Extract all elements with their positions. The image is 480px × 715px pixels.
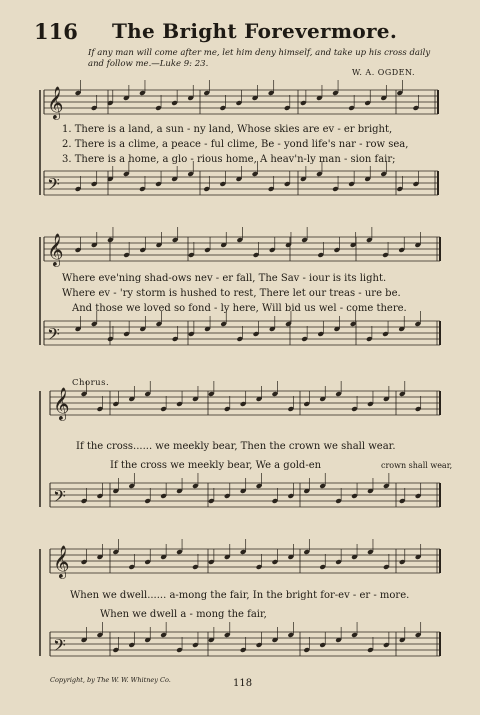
verse-2-line-2: Where ev - 'ry storm is hushed to rest, There let our treas - ure be. xyxy=(62,288,401,299)
bass-clef: 𝄢 xyxy=(47,324,60,348)
verse-2-line-1: 2. There is a clime, a peace - ful clime, Be - yond life's nar - row sea, xyxy=(62,139,409,150)
chorus-line-2-upper: When we dwell...... a-mong the fair, In the bright for-ev - er - more. xyxy=(70,590,410,601)
chorus-line-2-lower: When we dwell a - mong the fair, xyxy=(100,609,267,620)
epigraph-line-2: and follow me.—Luke 9: 23. xyxy=(88,59,209,69)
chorus-line-1-lower-end: crown shall wear, xyxy=(381,461,453,470)
treble-clef: 𝄞 xyxy=(47,233,64,266)
chorus-line-1-upper: If the cross...... we meekly bear, Then the crown we shall wear. xyxy=(76,441,396,452)
bass-clef: 𝄢 xyxy=(47,174,60,198)
composer-credit: W. A. OGDEN. xyxy=(352,68,416,77)
bass-clef: 𝄢 xyxy=(53,635,66,659)
hymn-title: The Bright Forevermore. xyxy=(112,19,398,43)
treble-clef: 𝄞 xyxy=(53,545,70,578)
verse-1-line-1: 1. There is a land, a sun - ny land, Whose skies are ev - er bright, xyxy=(62,124,393,135)
chorus-label: Chorus. xyxy=(72,378,110,388)
hymn-number: 116 xyxy=(34,19,78,44)
copyright-notice: Copyright, by The W. W. Whitney Co. xyxy=(50,676,171,684)
verse-3-line-2: And those we loved so fond - ly here, Will bid us wel - come there. xyxy=(72,303,407,314)
page-number: 118 xyxy=(233,678,253,689)
treble-clef: 𝄞 xyxy=(53,387,70,420)
verse-1-line-2: Where eve'ning shad-ows nev - er fall, The Sav - iour is its light. xyxy=(62,273,387,284)
bass-clef: 𝄢 xyxy=(53,486,66,510)
chorus-line-1-lower: If the cross we meekly bear, We a gold-en xyxy=(110,460,322,471)
verse-3-line-1: 3. There is a home, a glo - rious home, A heav'n-ly man - sion fair; xyxy=(62,154,396,165)
treble-clef: 𝄞 xyxy=(47,86,64,119)
epigraph-line-1: If any man will come after me, let him deny himself, and take up his cross daily xyxy=(88,48,431,58)
